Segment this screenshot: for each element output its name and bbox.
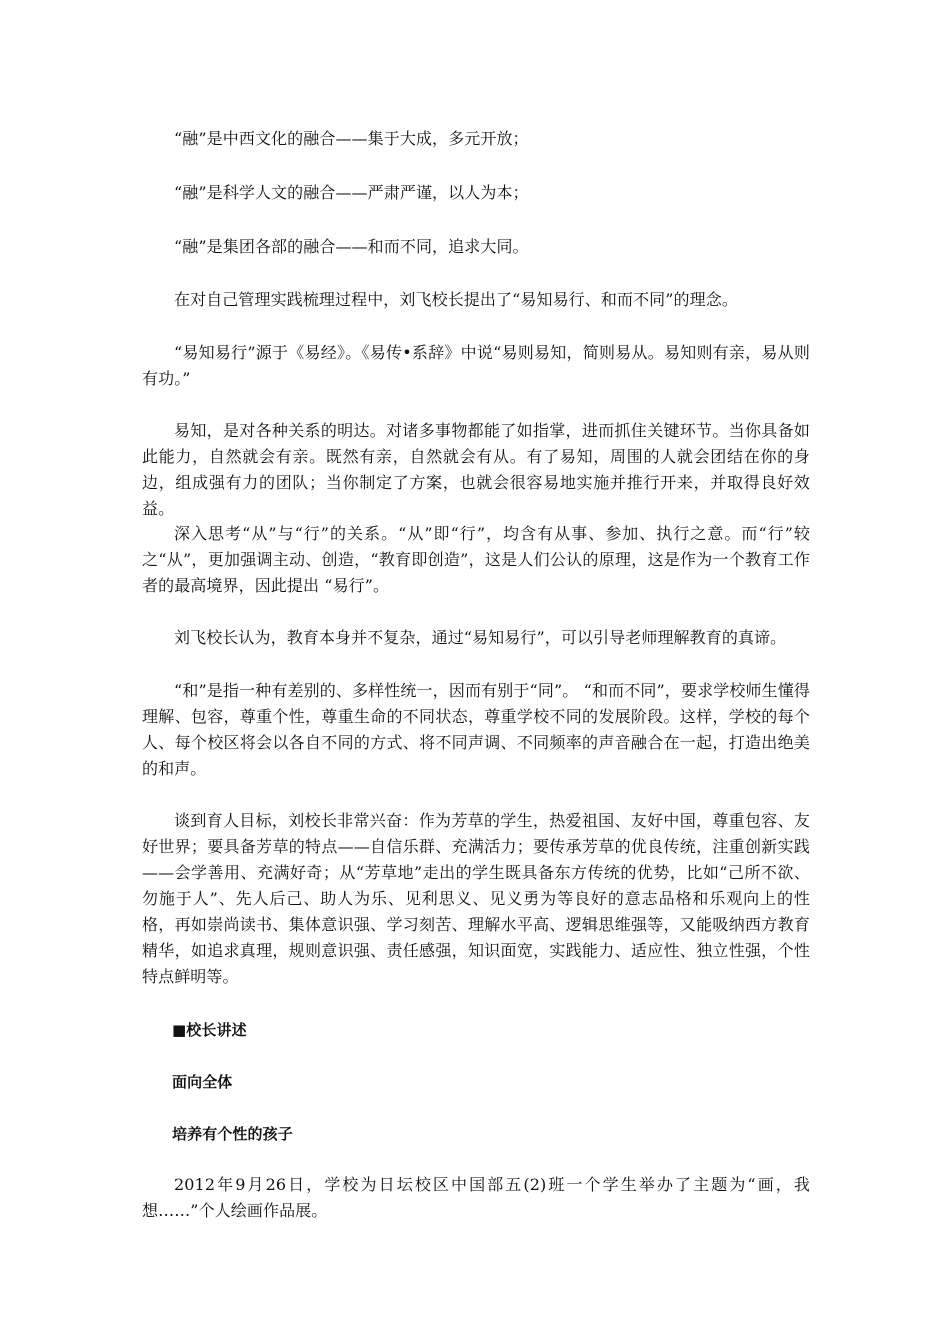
section-heading-principal: ■校长讲述 — [172, 1021, 247, 1039]
paragraph-education-truth: 刘飞校长认为，教育本身并不复杂，通过“易知易行”，可以引导老师理解教育的真谛。 — [174, 628, 787, 647]
paragraph-he-er-butong: “和”是指一种有差别的、多样性统一，因而有别于“同”。 “和而不同”，要求学校师生懂得理解、包容，尊重个性，尊重生命的不同状态，尊重学校不同的发展阶段。这样，学校的每个人、每个校区将会以各自不同的方式、将不同声调、不同频率的声音融合在一起，打造出绝美的和声。 — [142, 681, 810, 778]
paragraph-education-goals: 谈到育人目标，刘校长非常兴奋：作为芳草的学生，热爱祖国、友好中国，尊重包容、友好世界；要具备芳草的特点——自信乐群、充满活力；要传承芳草的优良传统，注重创新实践——会学善用、充满好奇；从“芳草地”走出的学生既具备东方传统的优势，比如“己所不欲、勿施于人”、先人后己、助人为乐、见利思义、见义勇为等良好的意志品格和乐观向上的性格，再如崇尚读书、集体意识强、学习刻苦、理解水平高、逻辑思维强等，又能吸纳西方教育精华，如追求真理，规则意识强、责任感强，知识面宽，实践能力、适应性、独立性强，个性特点鲜明等。 — [142, 811, 810, 986]
paragraph-rong-group: “融”是集团各部的融合——和而不同，追求大同。 — [174, 237, 529, 256]
paragraph-exhibition: 2012年9月26日，学校为日坛校区中国部五(2)班一个学生举办了主题为“画，我想……”个人绘画作品展。 — [142, 1175, 810, 1220]
paragraph-rong-culture: “融”是中西文化的融合——集于大成，多元开放； — [174, 129, 529, 148]
paragraph-cong-xing: 深入思考“从”与“行”的关系。“从”即“行”，均含有从事、参加、执行之意。而“行”较之“从”，更加强调主动、创造，“教育即创造”，这是人们公认的原理，这是作为一个教育工作者的最高境界，因此提出 “易行”。 — [142, 524, 810, 595]
paragraph-yizhi-origin: “易知易行”源于《易经》。《易传•系辞》中说“易则易知，简则易从。易知则有亲，易从则有功。” — [142, 343, 810, 388]
section-heading-individuality: 培养有个性的孩子 — [172, 1125, 293, 1143]
paragraph-philosophy: 在对自己管理实践梳理过程中，刘飞校长提出了“易知易行、和而不同”的理念。 — [174, 290, 738, 309]
section-heading-all: 面向全体 — [172, 1073, 233, 1091]
paragraph-rong-science: “融”是科学人文的融合——严肃严谨，以人为本； — [174, 183, 529, 202]
paragraph-yizhi-meaning: 易知，是对各种关系的明达。对诸多事物都能了如指掌，进而抓住关键环节。当你具备如此能力，自然就会有亲。既然有亲，自然就会有从。有了易知，周围的人就会团结在你的身边，组成强有力的团队；当你制定了方案，也就会很容易地实施并推行开来，并取得良好效益。 — [142, 421, 810, 518]
